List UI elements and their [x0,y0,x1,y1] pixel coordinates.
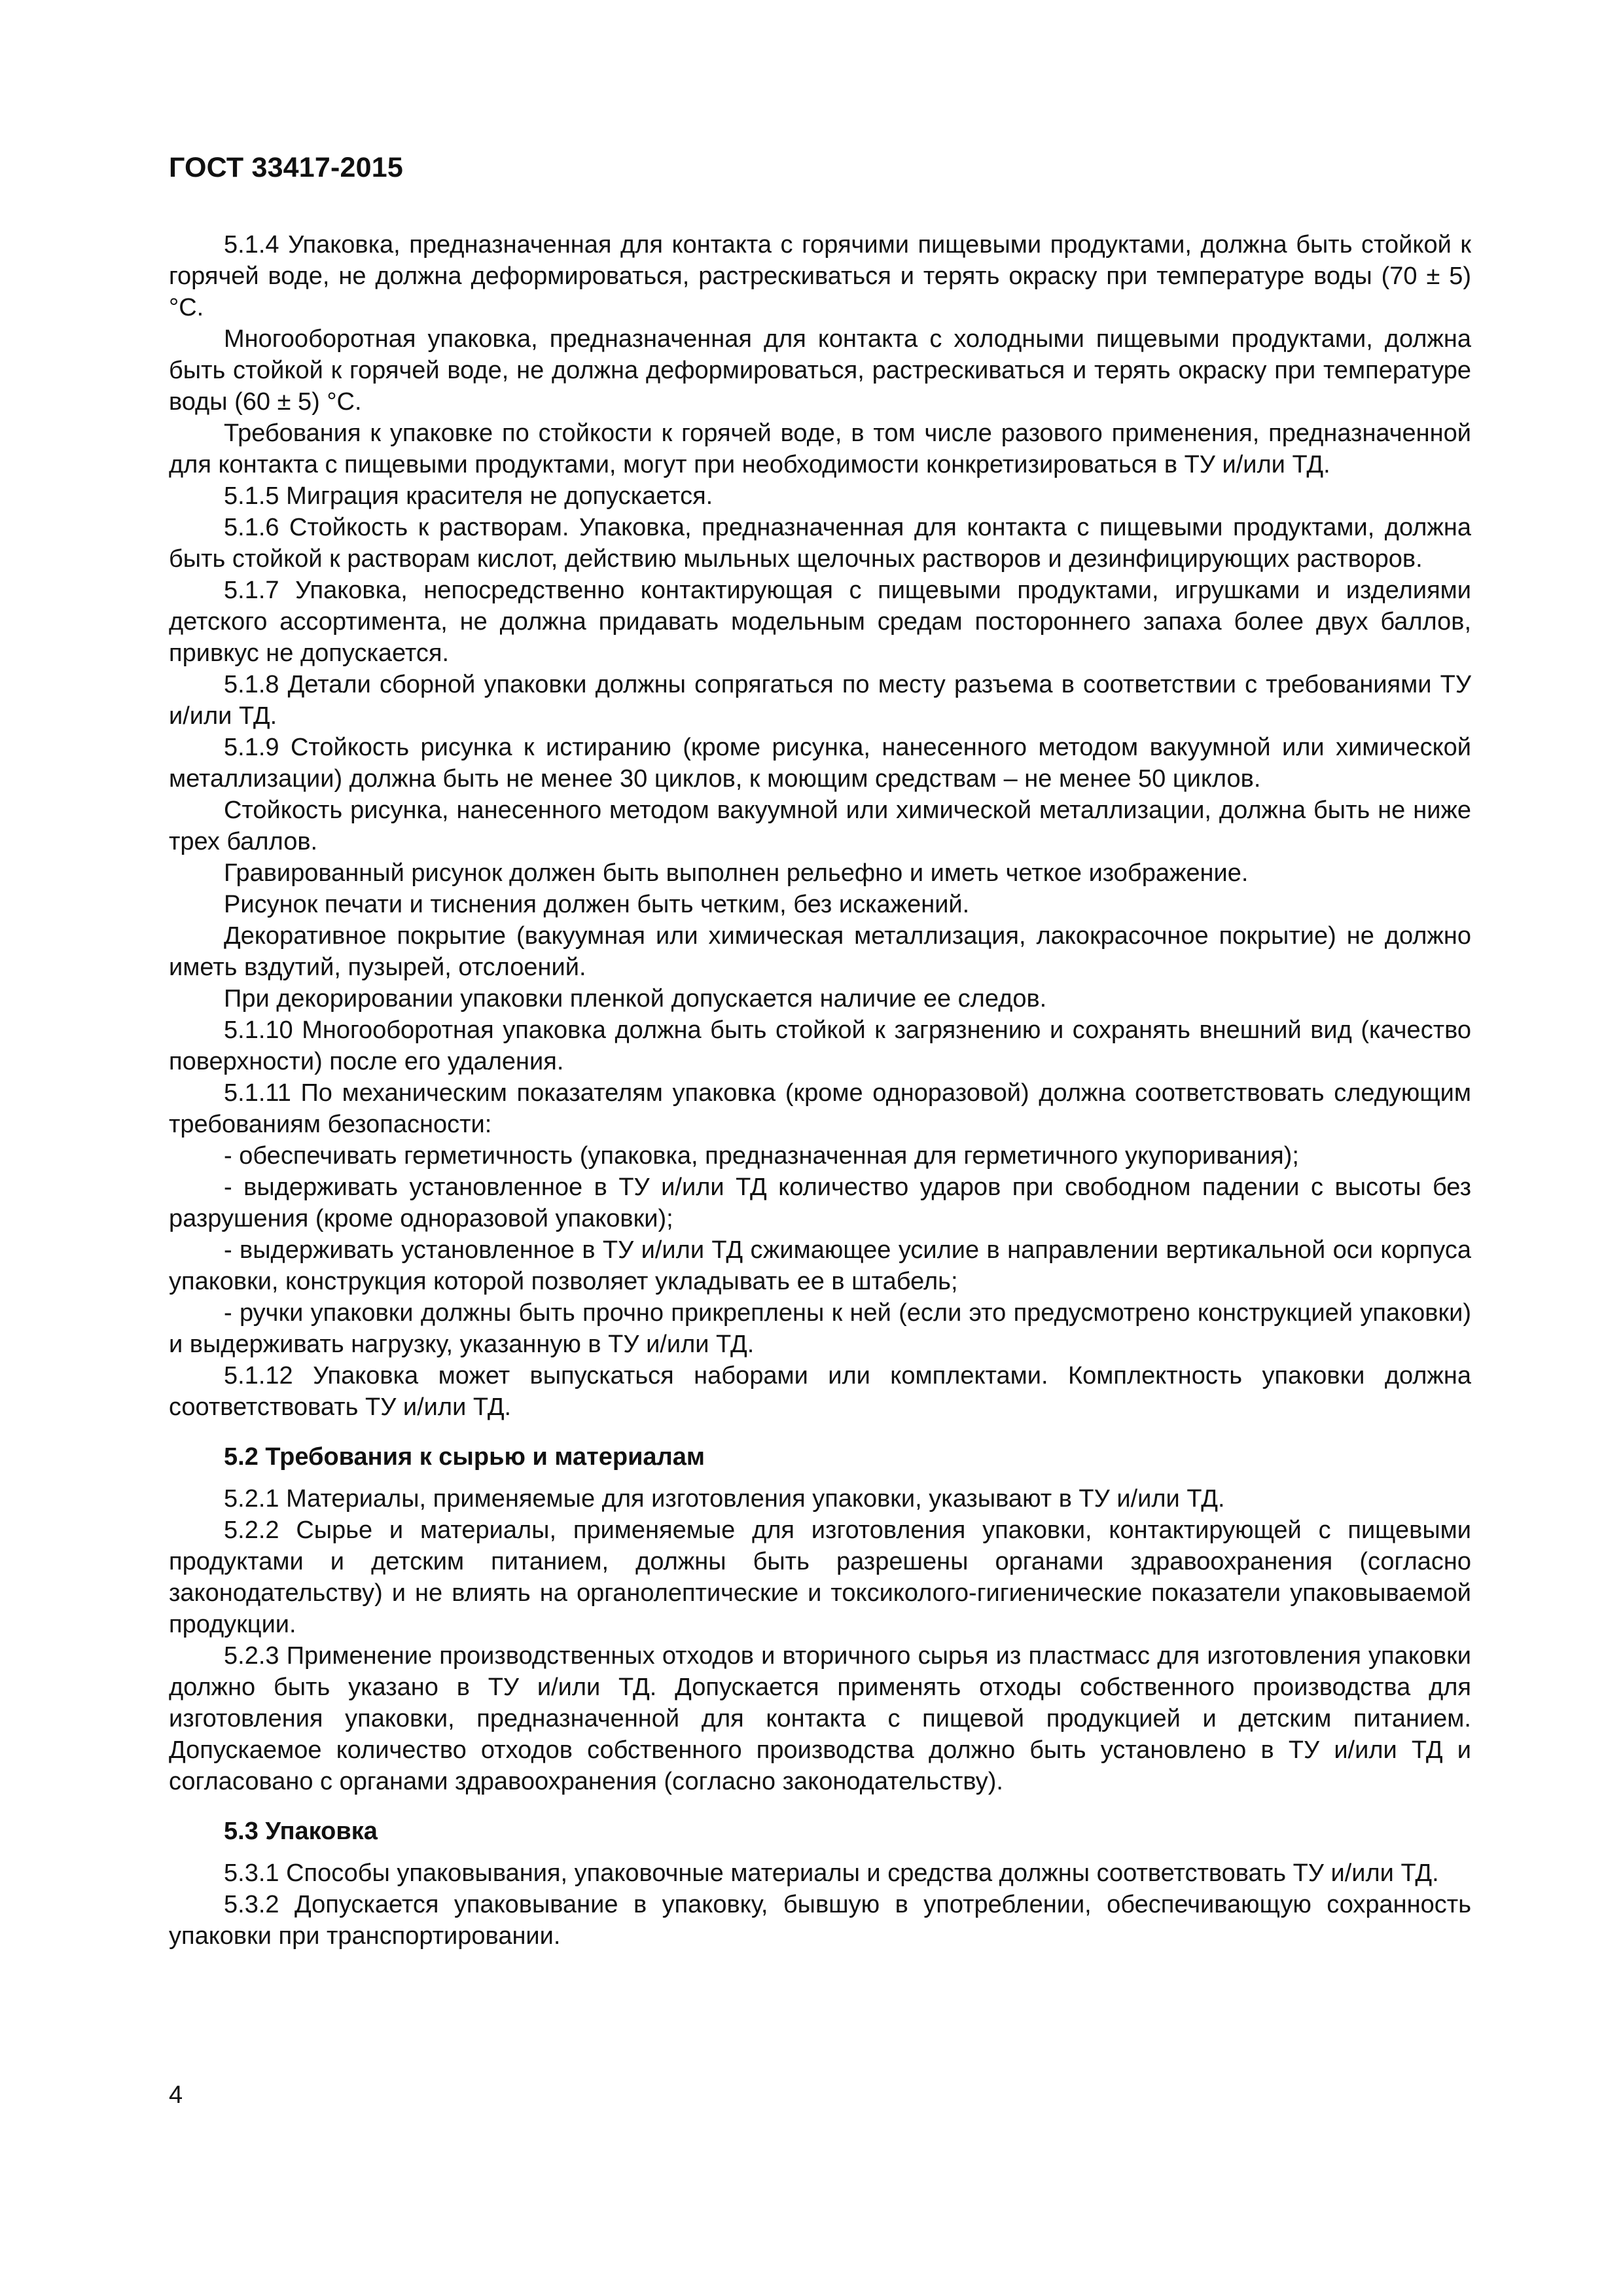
paragraph-metallization-resistance: Стойкость рисунка, нанесенного методом вакуумной или химической металлизации, должна быть не ниже трех баллов. [169,797,1471,855]
paragraph-hot-water-requirements: Требования к упаковке по стойкости к горячей воде, в том числе разового применения, предназначенной для контакта с пищевыми продуктами, могут при необходимости конкретизироваться в ТУ и/или ТД. [169,420,1471,478]
paragraph-print-embossing: Рисунок печати и тиснения должен быть четким, без искажений. [224,891,970,918]
paragraph-5-1-8: 5.1.8 Детали сборной упаковки должны сопрягаться по месту разъема в соответствии с требованиями ТУ и/или ТД. [169,671,1471,730]
paragraph-5-1-9: 5.1.9 Стойкость рисунка к истиранию (кроме рисунка, нанесенного методом вакуумной или химической металлизации) должна быть не менее 30 циклов, к моющим средствам – не менее 50 циклов. [169,734,1471,793]
list-item-compression: - выдерживать установленное в ТУ и/или ТД сжимающее усилие в направлении вертикальной оси корпуса упаковки, конструкция которой позволяет укладывать ее в штабель; [169,1236,1471,1295]
paragraph-film-decoration: При декорировании упаковки пленкой допускается наличие ее следов. [224,985,1047,1013]
document-body [169,229,1471,1952]
paragraph-5-1-4: 5.1.4 Упаковка, предназначенная для контакта с горячими пищевыми продуктами, должна быть стойкой к горячей воде, не должна деформироваться, растрескиваться и терять окраску при температуре воды (70 ± 5) °С. [169,231,1471,321]
paragraph-decorative-coating: Декоративное покрытие (вакуумная или химическая металлизация, лакокрасочное покрытие) не должно иметь вздутий, пузырей, отслоений. [169,922,1471,981]
list-item-drop-test: - выдерживать установленное в ТУ и/или ТД количество ударов при свободном падении с высоты без разрушения (кроме одноразовой упаковки); [169,1174,1471,1232]
paragraph-5-3-2: 5.3.2 Допускается упаковывание в упаковку, бывшую в употреблении, обеспечивающую сохранность упаковки при транспортировании. [169,1891,1471,1950]
paragraph-5-1-7: 5.1.7 Упаковка, непосредственно контактирующая с пищевыми продуктами, игрушками и изделиями детского ассортимента, не должна придавать модельным средам постороннего запаха более двух баллов, привкус не допускается. [169,577,1471,667]
paragraph-5-1-12: 5.1.12 Упаковка может выпускаться наборами или комплектами. Комплектность упаковки должна соответствовать ТУ и/или ТД. [169,1362,1471,1421]
paragraph-engraved-pattern: Гравированный рисунок должен быть выполнен рельефно и иметь четкое изображение. [224,859,1249,887]
paragraph-5-1-10: 5.1.10 Многооборотная упаковка должна быть стойкой к загрязнению и сохранять внешний вид (качество поверхности) после его удаления. [169,1016,1471,1075]
paragraph-5-1-11: 5.1.11 По механическим показателям упаковка (кроме одноразовой) должна соответствовать следующим требованиям безопасности: [169,1079,1471,1138]
paragraph-reusable-cold: Многооборотная упаковка, предназначенная для контакта с холодными пищевыми продуктами, должна быть стойкой к горячей воде, не должна деформироваться, растрескиваться и терять окраску при температуре воды (60 ± 5) °С. [169,325,1471,416]
page-number: 4 [169,2081,183,2109]
paragraph-5-3-1: 5.3.1 Способы упаковывания, упаковочные материалы и средства должны соответствовать ТУ и/или ТД. [224,1859,1439,1887]
standard-id: ГОСТ 33417-2015 [169,152,404,183]
section-heading-5-3: 5.3 Упаковка [224,1818,378,1845]
paragraph-5-1-5: 5.1.5 Миграция красителя не допускается. [224,482,713,510]
list-item-handles: - ручки упаковки должны быть прочно прикреплены к ней (если это предусмотрено конструкцией упаковки) и выдерживать нагрузку, указанную в ТУ и/или ТД. [169,1299,1471,1358]
list-item-hermeticity: - обеспечивать герметичность (упаковка, предназначенная для герметичного укупоривания); [224,1142,1299,1170]
paragraph-5-2-2: 5.2.2 Сырье и материалы, применяемые для изготовления упаковки, контактирующей с пищевыми продуктами и детским питанием, должны быть разрешены органами здравоохранения (согласно законодательству) и не влиять на органолептические и токсиколого-гигиенические показатели упаковываемой продукции. [169,1516,1471,1638]
paragraph-5-2-3: 5.2.3 Применение производственных отходов и вторичного сырья из пластмасс для изготовления упаковки должно быть указано в ТУ и/или ТД. Допускается применять отходы собственного производства для изготовления упаковки, предназначенной для контакта с пищевой продукцией и детским питанием. Допускаемое количество отходов собственного производства должно быть установлено в ТУ и/или ТД и согласовано с органами здравоохранения (согласно законодательству). [169,1642,1471,1795]
paragraph-5-2-1: 5.2.1 Материалы, применяемые для изготовления упаковки, указывают в ТУ и/или ТД. [224,1485,1225,1513]
paragraph-5-1-6: 5.1.6 Стойкость к растворам. Упаковка, предназначенная для контакта с пищевыми продуктами, должна быть стойкой к растворам кислот, действию мыльных щелочных растворов и дезинфицирующих растворов. [169,514,1471,573]
section-heading-5-2: 5.2 Требования к сырью и материалам [224,1443,705,1471]
